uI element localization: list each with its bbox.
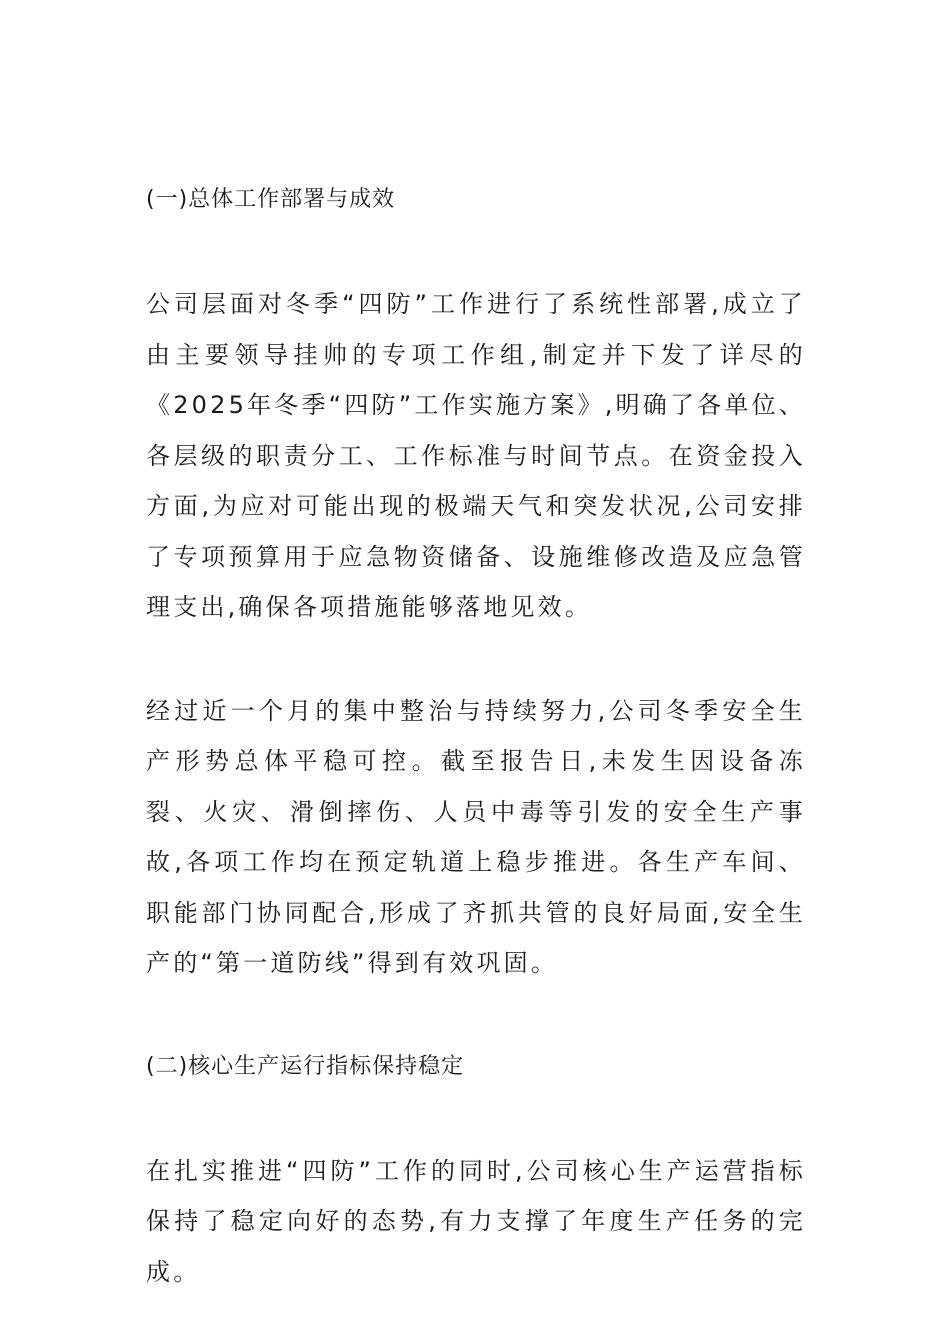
document-body: [146, 176, 806, 1297]
section-2-paragraph-1: 在扎实推进“四防”工作的同时,公司核心生产运营指标保持了稳定向好的态势,有力支撑了年度生产任务的完成。: [146, 1156, 806, 1286]
section-1-paragraph-1: 公司层面对冬季“四防”工作进行了系统性部署,成立了由主要领导挂帅的专项工作组,制定并下发了详尽的《2025年冬季“四防”工作实施方案》,明确了各单位、各层级的职责分工、工作标准与时间节点。在资金投入方面,为应对可能出现的极端天气和突发状况,公司安排了专项预算用于应急物资储备、设施维修改造及应急管理支出,确保各项措施能够落地见效。: [146, 290, 806, 621]
section-1-paragraph-2: 经过近一个月的集中整治与持续努力,公司冬季安全生产形势总体平稳可控。截至报告日,未发生因设备冻裂、火灾、滑倒摔伤、人员中毒等引发的安全生产事故,各项工作均在预定轨道上稳步推进。各生产车间、职能部门协同配合,形成了齐抓共管的良好局面,安全生产的“第一道防线”得到有效巩固。: [146, 696, 806, 977]
section-1-heading: (一)总体工作部署与成效: [146, 187, 396, 212]
section-2-heading: (二)核心生产运行指标保持稳定: [146, 1053, 465, 1079]
